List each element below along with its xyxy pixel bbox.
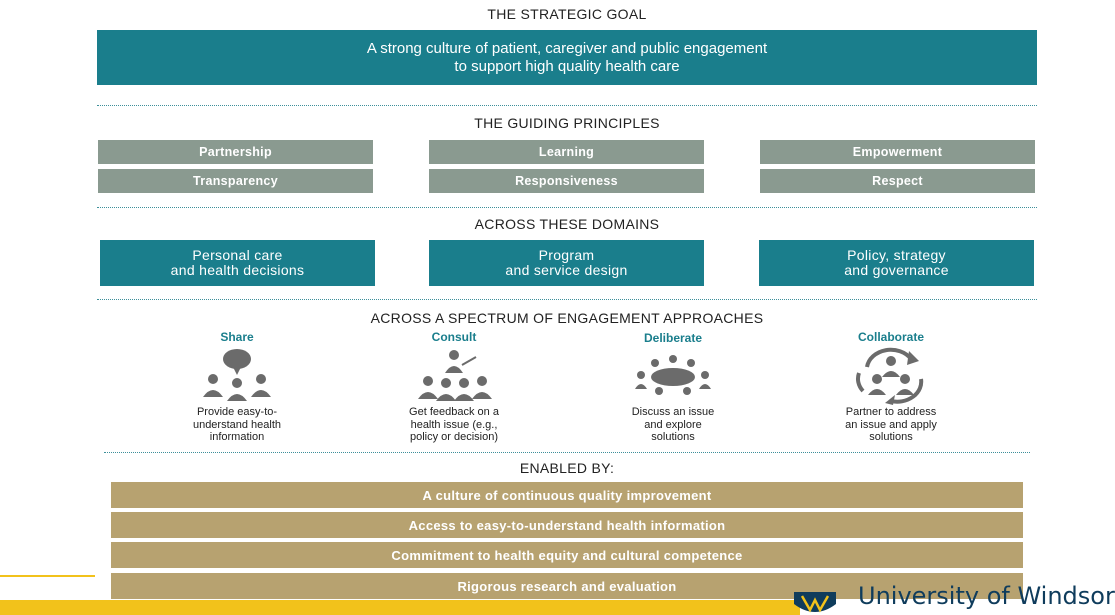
footer-accent-bar	[0, 600, 800, 615]
principle-partnership: Partnership	[98, 140, 373, 164]
domain-policy	[759, 240, 1034, 286]
approach-collaborate-desc	[811, 406, 971, 444]
enabled-by-heading: ENABLED BY:	[519, 460, 615, 476]
strategic-goal-box	[97, 30, 1037, 85]
domain-personal-care	[100, 240, 375, 286]
enabler-health-equity: Commitment to health equity and cultural competence	[111, 542, 1023, 568]
enabler-health-information: Access to easy-to-understand health information	[111, 512, 1023, 538]
desc-line: solutions	[869, 431, 913, 443]
desc-line: solutions	[651, 431, 695, 443]
desc-line: Partner to address	[845, 406, 937, 418]
approach-collaborate-title: Collaborate	[857, 330, 924, 344]
domain-line-2: and service design	[505, 262, 628, 278]
section-divider	[97, 207, 1037, 208]
presenter-group-icon	[414, 345, 494, 405]
desc-line: and explore	[644, 418, 702, 431]
cycle-group-icon	[851, 345, 931, 405]
approach-deliberate-desc	[593, 406, 753, 444]
round-table-icon	[633, 345, 713, 405]
section-divider	[97, 299, 1037, 300]
goal-line-2: to support high quality health care	[454, 57, 680, 75]
section-divider	[97, 105, 1037, 106]
section-divider	[104, 452, 1030, 453]
domain-program	[429, 240, 704, 286]
desc-line: an issue and apply	[845, 418, 937, 431]
university-shield-icon	[790, 590, 840, 615]
principle-responsiveness: Responsiveness	[429, 169, 704, 193]
desc-line: Provide easy-to-	[196, 406, 278, 418]
desc-line: health issue (e.g.,	[410, 418, 498, 431]
principle-learning: Learning	[429, 140, 704, 164]
domain-line-2: and health decisions	[170, 262, 305, 278]
domain-line-1: Program	[538, 247, 595, 263]
footer-accent-line	[0, 575, 95, 577]
domain-line-1: Policy, strategy	[847, 247, 946, 263]
strategic-goal-heading: THE STRATEGIC GOAL	[487, 6, 647, 22]
desc-line: policy or decision)	[409, 431, 499, 443]
approach-deliberate-title: Deliberate	[643, 331, 703, 345]
enabler-research: Rigorous research and evaluation	[111, 573, 1023, 599]
principle-transparency: Transparency	[98, 169, 373, 193]
approach-consult-desc	[374, 406, 534, 444]
domain-line-2: and governance	[844, 262, 949, 278]
desc-line: information	[209, 431, 265, 443]
approach-share-desc	[157, 406, 317, 444]
approach-share-title: Share	[220, 330, 254, 344]
domain-line-1: Personal care	[192, 247, 283, 263]
university-logo-text: University of Windsor	[858, 582, 1115, 610]
principle-empowerment: Empowerment	[760, 140, 1035, 164]
enabler-quality-improvement: A culture of continuous quality improvement	[111, 482, 1023, 508]
speech-group-icon	[197, 345, 277, 405]
goal-line-1: A strong culture of patient, caregiver and public engagement	[366, 39, 768, 57]
approach-consult-title: Consult	[431, 330, 477, 344]
desc-line: Discuss an issue	[631, 406, 715, 418]
guiding-principles-heading: THE GUIDING PRINCIPLES	[474, 115, 660, 131]
approaches-heading: ACROSS A SPECTRUM OF ENGAGEMENT APPROACHES	[370, 310, 764, 326]
desc-line: Get feedback on a	[409, 406, 499, 418]
domains-heading: ACROSS THESE DOMAINS	[474, 216, 660, 232]
desc-line: understand health	[192, 418, 282, 431]
principle-respect: Respect	[760, 169, 1035, 193]
